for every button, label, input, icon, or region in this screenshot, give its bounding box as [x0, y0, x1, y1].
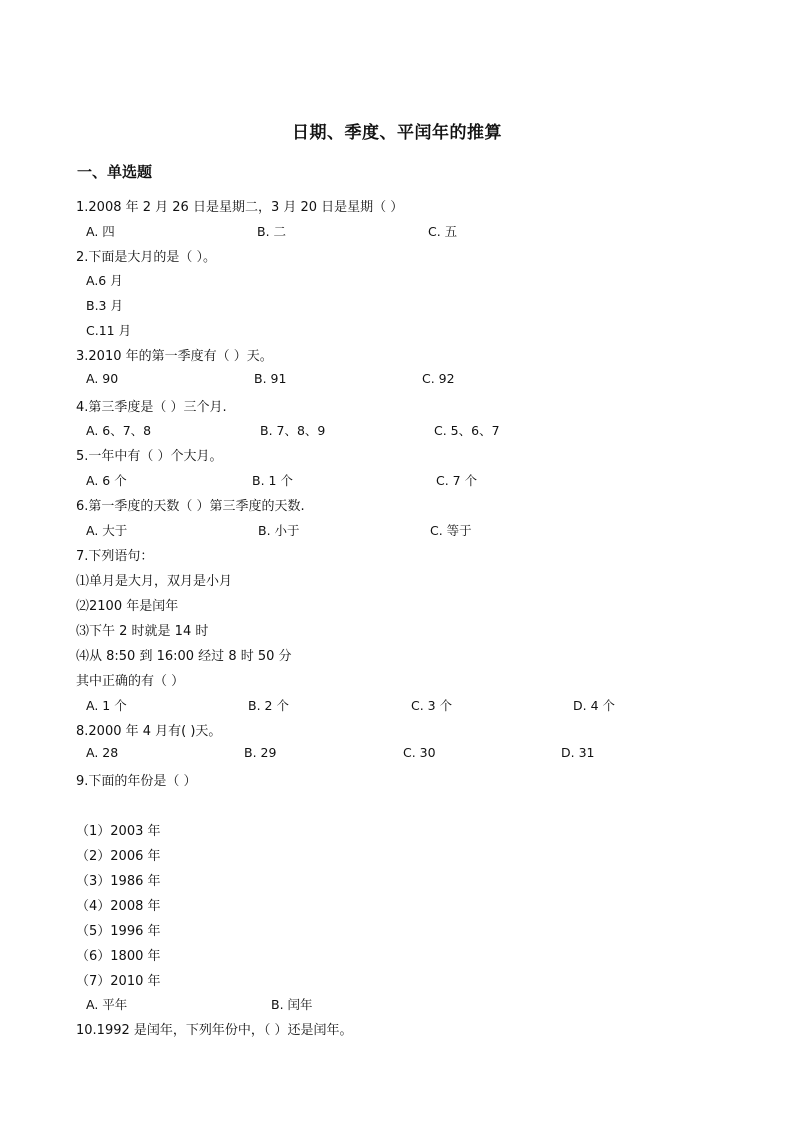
q2-option-b[interactable]: B.3 月 [86, 298, 123, 313]
q5-option-c[interactable]: C. 7 个 [436, 473, 478, 488]
q9-year-4: （4）2008 年 [76, 899, 161, 914]
q7-statement-4: ⑷从 8:50 到 16:00 经过 8 时 50 分 [76, 649, 292, 664]
q1-option-b[interactable]: B. 二 [257, 224, 287, 239]
q6-option-a[interactable]: A. 大于 [86, 523, 128, 538]
q4-option-a[interactable]: A. 6、7、8 [86, 423, 152, 438]
q6-option-b[interactable]: B. 小于 [258, 523, 300, 538]
q4-option-c[interactable]: C. 5、6、7 [434, 423, 500, 438]
q9-year-2: （2）2006 年 [76, 849, 161, 864]
q8-option-c[interactable]: C. 30 [403, 745, 436, 760]
q3-option-a[interactable]: A. 90 [86, 371, 119, 386]
q2-option-c[interactable]: C.11 月 [86, 323, 132, 338]
question-8: 8.2000 年 4 月有( )天。 [76, 724, 222, 739]
q3-option-b[interactable]: B. 91 [254, 371, 287, 386]
question-3: 3.2010 年的第一季度有（ ）天。 [76, 349, 273, 364]
q9-year-1: （1）2003 年 [76, 824, 161, 839]
question-2: 2.下面是大月的是（ ）。 [76, 250, 217, 265]
q1-option-c[interactable]: C. 五 [428, 224, 458, 239]
q7-question-tail: 其中正确的有（ ） [76, 674, 185, 689]
question-1: 1.2008 年 2 月 26 日是星期二，3 月 20 日是星期（ ） [76, 200, 404, 215]
question-4: 4.第三季度是（ ）三个月. [76, 400, 227, 415]
q5-option-b[interactable]: B. 1 个 [252, 473, 293, 488]
page-title: 日期、季度、平闰年的推算 [292, 123, 502, 143]
q7-option-a[interactable]: A. 1 个 [86, 698, 127, 713]
q3-option-c[interactable]: C. 92 [422, 371, 455, 386]
q8-option-a[interactable]: A. 28 [86, 745, 119, 760]
q7-option-c[interactable]: C. 3 个 [411, 698, 453, 713]
question-9: 9.下面的年份是（ ） [76, 774, 197, 789]
q8-option-d[interactable]: D. 31 [561, 745, 595, 760]
q7-option-b[interactable]: B. 2 个 [248, 698, 289, 713]
question-5: 5.一年中有（ ）个大月。 [76, 449, 223, 464]
q9-option-b[interactable]: B. 闰年 [271, 997, 313, 1012]
question-10: 10.1992 是闰年，下列年份中，（ ）还是闰年。 [76, 1023, 353, 1038]
q9-option-a[interactable]: A. 平年 [86, 997, 128, 1012]
q2-option-a[interactable]: A.6 月 [86, 273, 123, 288]
q9-year-5: （5）1996 年 [76, 924, 161, 939]
q8-option-b[interactable]: B. 29 [244, 745, 277, 760]
q9-year-3: （3）1986 年 [76, 874, 161, 889]
section-heading: 一、单选题 [77, 163, 153, 181]
question-6: 6.第一季度的天数（ ）第三季度的天数. [76, 499, 305, 514]
q1-option-a[interactable]: A. 四 [86, 224, 115, 239]
q7-statement-1: ⑴单月是大月，双月是小月 [76, 574, 233, 589]
q7-option-d[interactable]: D. 4 个 [573, 698, 615, 713]
q6-option-c[interactable]: C. 等于 [430, 523, 472, 538]
q4-option-b[interactable]: B. 7、8、9 [260, 423, 326, 438]
q5-option-a[interactable]: A. 6 个 [86, 473, 127, 488]
q7-statement-3: ⑶下午 2 时就是 14 时 [76, 624, 209, 639]
q7-statement-2: ⑵2100 年是闰年 [76, 599, 179, 614]
question-7: 7.下列语句： [76, 549, 154, 564]
q9-year-7: （7）2010 年 [76, 974, 161, 989]
q9-year-6: （6）1800 年 [76, 949, 161, 964]
